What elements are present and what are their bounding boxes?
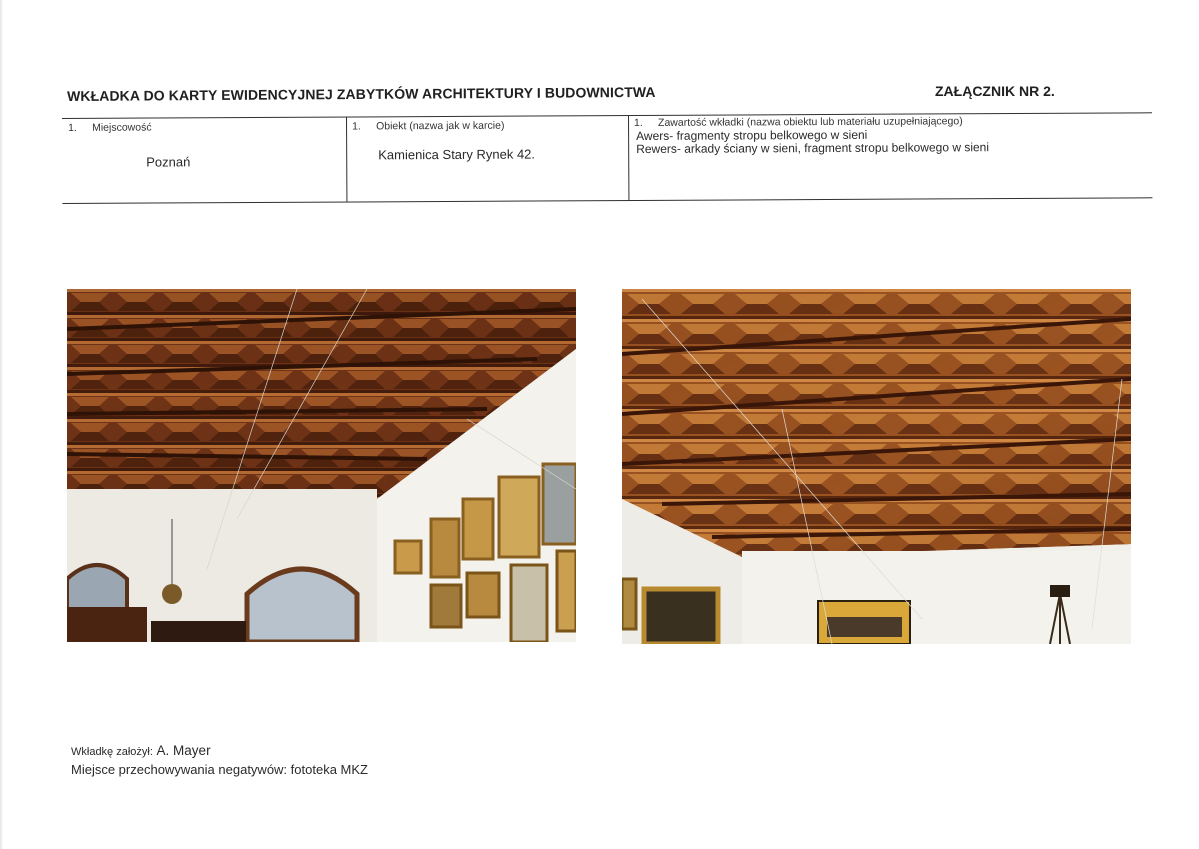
footer [71, 742, 368, 778]
object-number: 1. [352, 120, 361, 133]
object-label-text: Obiekt (nazwa jak w karcie) [376, 119, 505, 133]
coffered-ceiling-photo-right [622, 289, 1131, 644]
column-divider [628, 115, 629, 201]
table-bottom-rule [62, 197, 1152, 204]
contents-line-front: Awers- fragmenty stropu belkowego w sieni [636, 127, 868, 143]
storage-label: Miejsce przechowywania negatywów: [71, 762, 288, 777]
coffered-ceiling-photo-left [67, 289, 576, 642]
location-label [68, 122, 152, 134]
annex-number: ZAŁĄCZNIK NR 2. [935, 83, 1055, 99]
page-edge [0, 0, 3, 849]
column-divider [346, 117, 347, 203]
author-value: A. Mayer [156, 743, 211, 758]
storage-line [71, 761, 368, 778]
author-line [71, 742, 368, 761]
form-table [62, 112, 1152, 204]
object-value: Kamienica Stary Rynek 42. [378, 146, 536, 163]
table-top-rule [62, 112, 1152, 119]
document-title: WKŁADKA DO KARTY EWIDENCYJNEJ ZABYTKÓW ARCHITEKTURY I BUDOWNICTWA [67, 83, 656, 104]
contents-number: 1. [634, 116, 643, 130]
contents-label [634, 115, 963, 129]
author-label: Wkładkę założył: [71, 746, 153, 758]
object-label [352, 120, 504, 133]
storage-value: fototeka MKZ [290, 762, 368, 777]
location-value: Poznań [146, 154, 191, 170]
contents-label-text: Zawartość wkładki (nazwa obiektu lub materiału uzupełniającego) [658, 115, 963, 129]
contents-line-back: Rewers- arkady ściany w sieni, fragment stropu belkowego w sieni [636, 140, 990, 156]
location-number: 1. [68, 121, 77, 134]
location-label-text: Miejscowość [92, 121, 152, 134]
